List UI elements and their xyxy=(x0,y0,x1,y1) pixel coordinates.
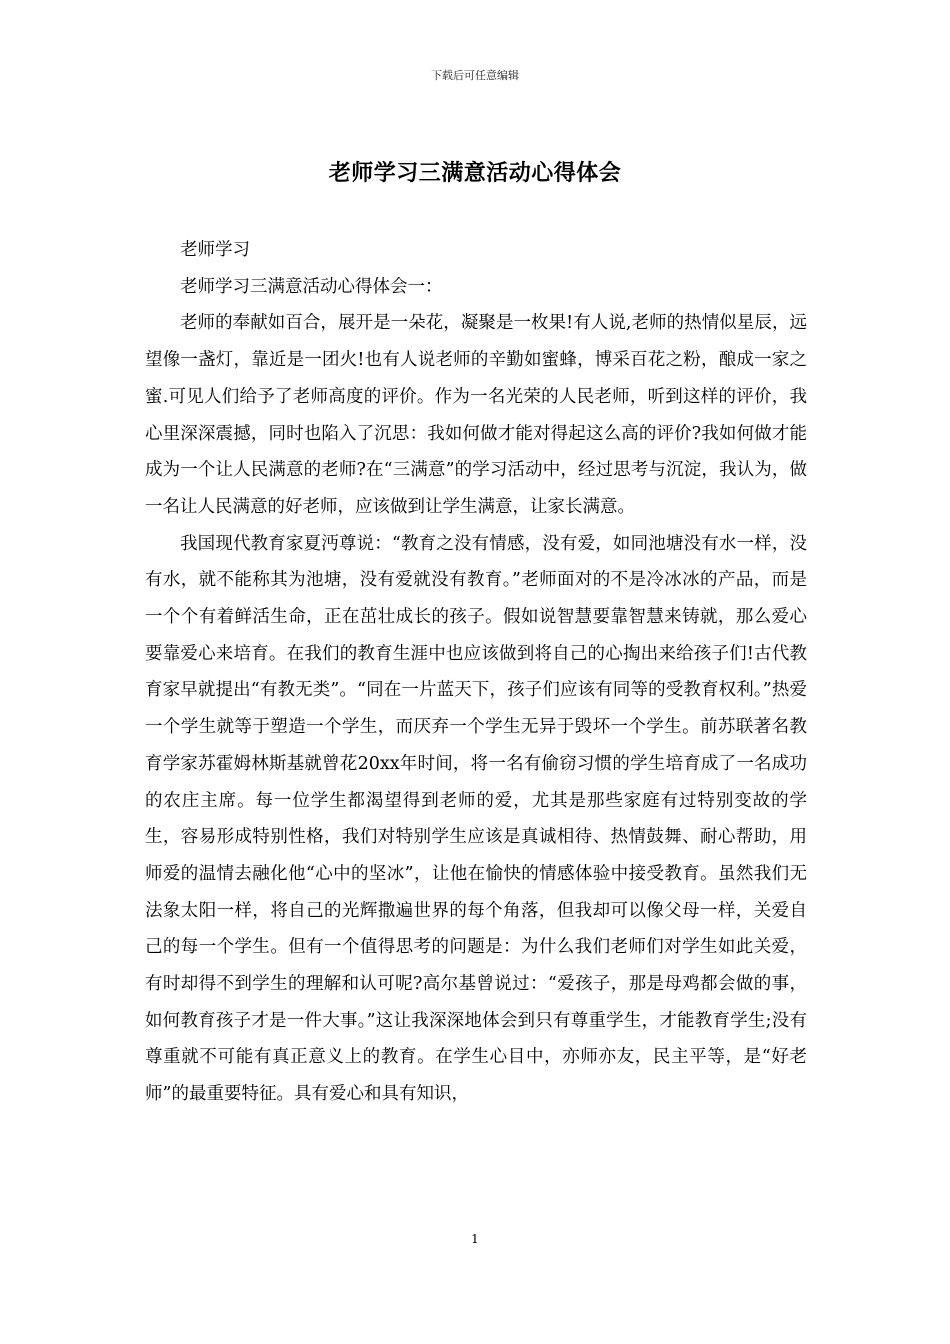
page-number: 1 xyxy=(471,1232,479,1246)
paragraph-subheading: 老师学习 xyxy=(180,240,250,260)
paragraph-section-heading: 老师学习三满意活动心得体会一： xyxy=(180,276,443,297)
paragraph-body: 老师的奉献如百合，展开是一朵花，凝聚是一枚果!有人说,老师的热情似星辰，远望像一盏灯，靠近是一团火!也有人说老师的辛勤如蜜蜂，博采百花之粉，酿成一家之蜜.可见人们给予了老师高度的评价。作为一名光荣的人民老师，听到这样的评价，我心里深深震撼，同时也陷入了沉思：我如何做才能对得起这么高的评价?我如何做才能成为一个让人民满意的老师?在“三满意”的学习活动中，经过思考与沉淀，我认为，做一名让人民满意的好老师，应该做到让学生满意，让家长满意。 xyxy=(145,313,807,517)
header-note: 下载后可任意编辑 xyxy=(431,69,519,82)
paragraph-body: 我国现代教育家夏沔尊说：“教育之没有情感，没有爱，如同池塘没有水一样，没有水，就不能称其为池塘，没有爱就没有教育。”老师面对的不是冷冰冰的产品，而是一个个有着鲜活生命，正在茁壮成长的孩子。假如说智慧要靠智慧来铸就，那么爱心要靠爱心来培育。在我们的教育生涯中也应该做到将自己的心掏出来给孩子们!古代教育家早就提出“有教无类”。“同在一片蓝天下，孩子们应该有同等的受教育权利。”热爱一个学生就等于塑造一个学生，而厌弃一个学生无异于毁坏一个学生。前苏联著名教育学家苏霍姆林斯基就曾花20xx年时间，将一名有偷窃习惯的学生培育成了一名成功的农庄主席。每一位学生都渴望得到老师的爱，尤其是那些家庭有过特别变故的学生，容易形成特别性格，我们对特别学生应该是真诚相待、热情鼓舞、耐心帮助，用师爱的温情去融化他“心中的坚冰”，让他在愉快的情感体验中接受教育。虽然我们无法象太阳一样，将自己的光辉撒遍世界的每个角落，但我却可以像父母一样，关爱自己的每一个学生。但有一个值得思考的问题是：为什么我们老师们对学生如此关爱，有时却得不到学生的理解和认可呢?高尔基曾说过：“爱孩子，那是母鸡都会做的事，如何教育孩子才是一件大事。”这让我深深地体会到只有尊重学生，才能教育学生;没有尊重就不可能有真正意义上的教育。在学生心目中，亦师亦友，民主平等，是“好老师”的最重要特征。具有爱心和具有知识， xyxy=(145,533,807,1105)
document-body xyxy=(145,232,807,1113)
document-title: 老师学习三满意活动心得体会 xyxy=(328,160,622,186)
